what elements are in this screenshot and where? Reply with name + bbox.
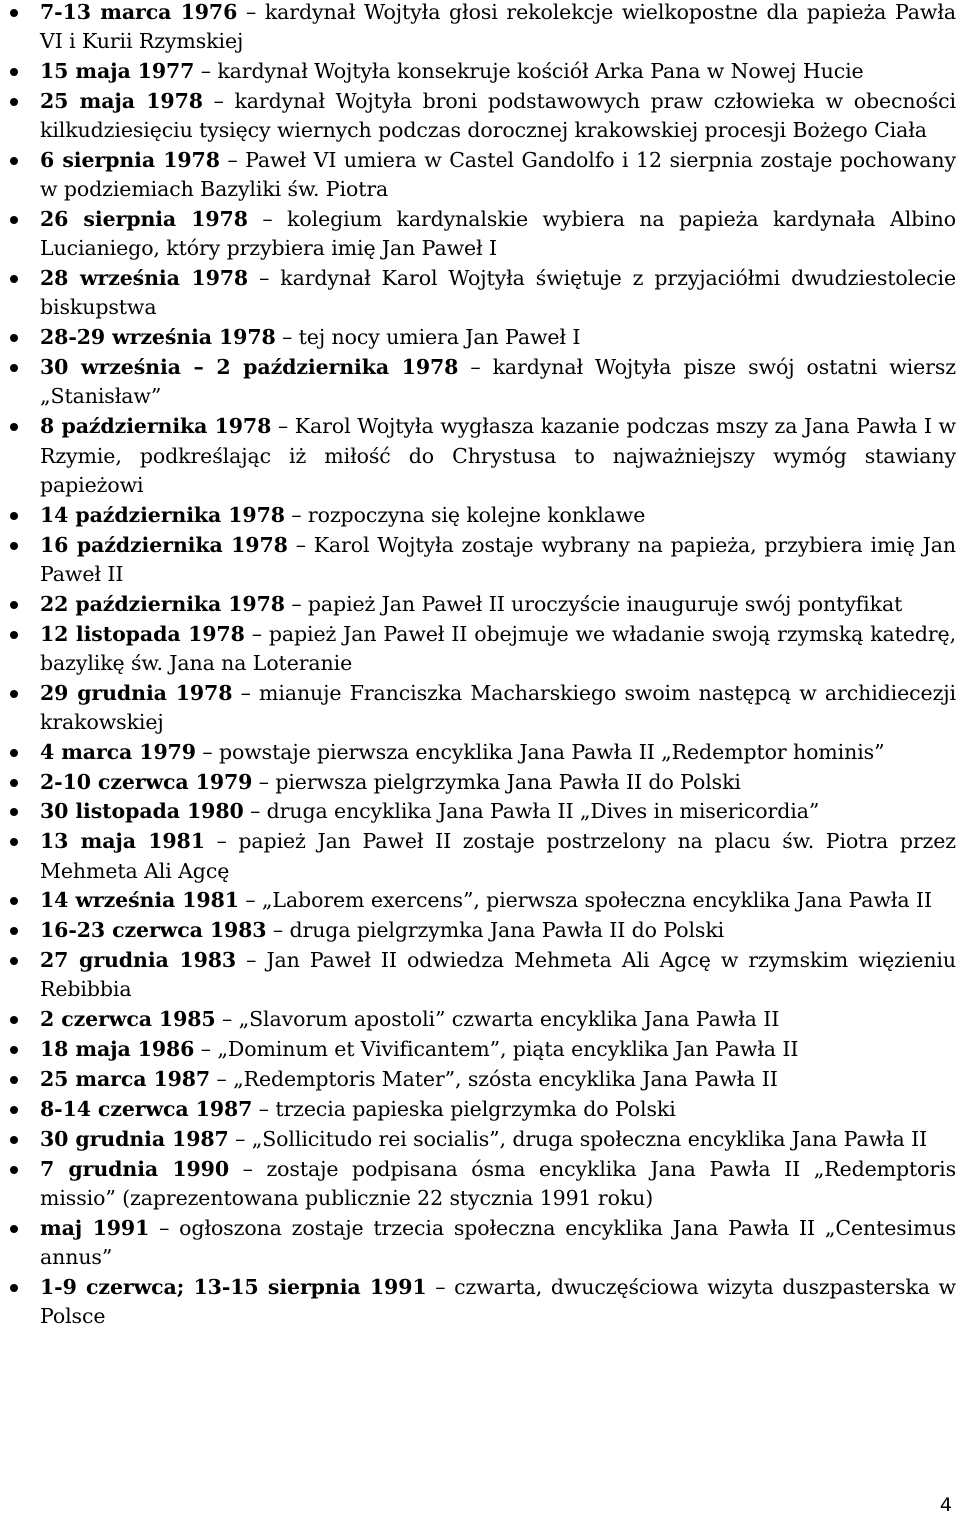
- list-item: [0, 1095, 960, 1124]
- bullet-icon: [10, 1225, 18, 1233]
- entry-date: 16 października 1978: [40, 532, 288, 557]
- entry-text: mianuje Franciszka Macharskiego swoim następcą w archidiecezji krakowskiej: [40, 680, 956, 734]
- entry-separator: –: [291, 591, 302, 616]
- entry-date: 25 marca 1987: [40, 1067, 211, 1092]
- list-item: [0, 353, 960, 411]
- entry-text: kardynał Wojtyła głosi rekolekcje wielkopostne dla papieża Pawła VI i Kurii Rzymskiej: [40, 0, 957, 54]
- list-item: [0, 1065, 960, 1094]
- bullet-icon: [10, 423, 18, 431]
- list-item: [0, 946, 960, 1004]
- bullet-icon: [10, 1016, 18, 1024]
- entry-separator: –: [291, 502, 302, 527]
- entry-text: papież Jan Paweł II zostaje postrzelony na placu św. Piotra przez Mehmeta Ali Agcę: [40, 829, 956, 883]
- entry-date: 16-23 czerwca 1983: [40, 918, 267, 943]
- entry-separator: –: [251, 621, 262, 646]
- entry-text: rozpoczyna się kolejne konklawe: [307, 502, 646, 527]
- entry-text: zostaje podpisana ósma encyklika Jana Pawła II „Redemptoris missio” (zaprezentowana publicznie 22 stycznia 1991 roku): [40, 1156, 957, 1210]
- bullet-icon: [10, 1076, 18, 1084]
- bullet-icon: [10, 98, 18, 106]
- bullet-icon: [10, 9, 18, 17]
- entry-text: Jan Paweł II odwiedza Mehmeta Ali Agcę w rzymskim więzieniu Rebibbia: [40, 948, 956, 1002]
- list-item: [0, 827, 960, 885]
- entry-text: papież Jan Paweł II uroczyście inauguruje swój pontyfikat: [307, 591, 903, 616]
- entry-date: 25 maja 1978: [40, 88, 203, 113]
- entry-separator: –: [272, 918, 284, 943]
- entry-date: 27 grudnia 1983: [40, 948, 237, 973]
- list-item: [0, 916, 960, 945]
- entry-separator: –: [282, 325, 293, 350]
- bullet-icon: [10, 779, 18, 787]
- entry-separator: –: [240, 680, 251, 705]
- list-item: [0, 1035, 960, 1064]
- entry-text: kolegium kardynalskie wybiera na papieża kardynała Albino Lucianiego, który przybiera imię Jan Paweł I: [40, 207, 956, 261]
- bullet-icon: [10, 749, 18, 757]
- bullet-icon: [10, 1106, 18, 1114]
- entry-text: kardynał Wojtyła pisze swój ostatni wiersz „Stanisław”: [40, 355, 956, 409]
- entry-separator: –: [227, 148, 238, 173]
- entry-date: 29 grudnia 1978: [40, 680, 233, 705]
- bullet-icon: [10, 927, 18, 935]
- entry-date: 12 listopada 1978: [40, 621, 245, 646]
- list-item: [0, 0, 960, 56]
- entry-text: trzecia papieska pielgrzymka do Polski: [275, 1097, 676, 1122]
- entry-separator: –: [246, 948, 257, 973]
- list-item: [0, 679, 960, 737]
- bullet-icon: [10, 601, 18, 609]
- entry-text: druga encyklika Jana Pawła II „Dives in misericordia”: [266, 799, 820, 824]
- bullet-icon: [10, 157, 18, 165]
- list-item: [0, 886, 960, 915]
- entry-text: „Sollicitudo rei socialis”, druga społeczna encyklika Jana Pawła II: [251, 1126, 928, 1151]
- list-item: [0, 205, 960, 263]
- entry-text: druga pielgrzymka Jana Pawła II do Polski: [289, 918, 725, 943]
- entry-separator: –: [259, 266, 270, 291]
- bullet-icon: [10, 216, 18, 224]
- entry-text: „Dominum et Vivificantem”, piąta encyklika Jan Pawła II: [217, 1037, 799, 1062]
- entry-date: 28 września 1978: [40, 266, 249, 291]
- entry-text: Karol Wojtyła zostaje wybrany na papieża, przybiera imię Jan Paweł II: [40, 532, 957, 586]
- entry-date: 7-13 marca 1976: [40, 0, 238, 24]
- bullet-icon: [10, 1284, 18, 1292]
- list-item: [0, 323, 960, 352]
- entry-date: 7 grudnia 1990: [40, 1156, 230, 1181]
- list-item: [0, 57, 960, 86]
- list-item: [0, 768, 960, 797]
- entry-text: kardynał Karol Wojtyła świętuje z przyjaciółmi dwudziestolecie biskupstwa: [40, 266, 957, 320]
- bullet-icon: [10, 1166, 18, 1174]
- bullet-icon: [10, 690, 18, 698]
- entry-separator: –: [242, 1156, 253, 1181]
- entry-text: „Slavorum apostoli” czwarta encyklika Jana Pawła II: [238, 1007, 780, 1032]
- list-item: [0, 620, 960, 678]
- entry-separator: –: [250, 799, 261, 824]
- bullet-icon: [10, 631, 18, 639]
- entry-date: 14 października 1978: [40, 502, 285, 527]
- entry-separator: –: [222, 1007, 233, 1032]
- bullet-icon: [10, 68, 18, 76]
- bullet-icon: [10, 1136, 18, 1144]
- entry-text: ogłoszona zostaje trzecia społeczna encyklika Jana Pawła II „Centesimus annus”: [40, 1215, 956, 1270]
- bullet-icon: [10, 275, 18, 283]
- entry-separator: –: [295, 532, 306, 557]
- entry-text: papież Jan Paweł II obejmuje we władanie swoją rzymską katedrę, bazylikę św. Jana na Loteranie: [40, 621, 957, 675]
- entry-separator: –: [245, 888, 256, 913]
- entry-separator: –: [202, 739, 213, 764]
- entry-date: 15 maja 1977: [40, 59, 195, 84]
- list-item: [0, 87, 960, 145]
- list-item: [0, 1125, 960, 1154]
- entry-text: Paweł VI umiera w Castel Gandolfo i 12 sierpnia zostaje pochowany w podziemiach Bazyliki św. Piotra: [40, 148, 956, 202]
- entry-separator: –: [200, 59, 211, 84]
- entry-date: 4 marca 1979: [40, 739, 196, 764]
- entry-text: powstaje pierwsza encyklika Jana Pawła II „Redemptor hominis”: [218, 739, 885, 764]
- entry-date: 2 czerwca 1985: [40, 1007, 216, 1032]
- list-item: [0, 146, 960, 204]
- entry-text: „Laborem exercens”, pierwsza społeczna encyklika Jana Pawła II: [261, 888, 932, 913]
- entry-separator: –: [277, 414, 289, 439]
- list-item: [0, 1214, 960, 1272]
- list-item: [0, 797, 960, 826]
- entry-text: kardynał Wojtyła konsekruje kościół Arka Pana w Nowej Hucie: [217, 59, 864, 84]
- entry-text: „Redemptoris Mater”, szósta encyklika Jana Pawła II: [233, 1067, 778, 1092]
- entry-separator: –: [245, 0, 257, 24]
- entry-date: 2-10 czerwca 1979: [40, 769, 253, 794]
- list-item: [0, 1005, 960, 1034]
- entry-date: 8-14 czerwca 1987: [40, 1097, 253, 1122]
- entry-date: 30 listopada 1980: [40, 799, 244, 824]
- entry-date: 30 września – 2 października 1978: [40, 355, 459, 380]
- entry-date: 14 września 1981: [40, 888, 239, 913]
- entry-text: kardynał Wojtyła broni podstawowych praw człowieka w obecności kilkudziesięciu tysięcy wiernych podczas dorocznej krakowskiej procesji Bożego Ciała: [40, 88, 956, 143]
- entry-separator: –: [258, 1097, 269, 1122]
- entry-date: 13 maja 1981: [40, 829, 205, 854]
- entry-date: 22 października 1978: [40, 591, 285, 616]
- entry-date: 18 maja 1986: [40, 1037, 195, 1062]
- entry-separator: –: [435, 1274, 446, 1299]
- list-item: [0, 738, 960, 767]
- bullet-icon: [10, 334, 18, 342]
- list-item: [0, 412, 960, 500]
- bullet-icon: [10, 542, 18, 550]
- bullet-icon: [10, 808, 18, 816]
- list-item: [0, 531, 960, 589]
- entry-separator: –: [213, 88, 224, 113]
- bullet-icon: [10, 897, 18, 905]
- bullet-icon: [10, 1046, 18, 1054]
- page-number: 4: [939, 1494, 952, 1516]
- bullet-icon: [10, 838, 18, 846]
- entry-date: 1-9 czerwca; 13-15 sierpnia 1991: [40, 1274, 427, 1299]
- entry-separator: –: [216, 1067, 227, 1092]
- entry-date: 30 grudnia 1987: [40, 1126, 229, 1151]
- list-item: [0, 590, 960, 619]
- entry-text: tej nocy umiera Jan Paweł I: [298, 325, 581, 350]
- entry-date: 26 sierpnia 1978: [40, 207, 248, 232]
- list-item: [0, 501, 960, 530]
- list-item: [0, 1155, 960, 1213]
- entry-date: 28-29 września 1978: [40, 325, 276, 350]
- entry-separator: –: [258, 769, 269, 794]
- bullet-icon: [10, 957, 18, 965]
- entry-separator: –: [159, 1215, 170, 1240]
- list-item: [0, 264, 960, 322]
- entry-text: Karol Wojtyła wygłasza kazanie podczas mszy za Jana Pawła I w Rzymie, podkreślając iż miłość do Chrystusa to najważniejszy wymóg stawiany papieżowi: [40, 414, 956, 497]
- entry-text: czwarta, dwuczęściowa wizyta duszpasterska w Polsce: [40, 1274, 957, 1329]
- entry-separator: –: [470, 355, 481, 380]
- entry-date: maj 1991: [40, 1215, 150, 1240]
- bullet-icon: [10, 364, 18, 372]
- entry-separator: –: [235, 1126, 246, 1151]
- entry-separator: –: [200, 1037, 211, 1062]
- entry-date: 6 sierpnia 1978: [40, 148, 220, 173]
- entry-date: 8 października 1978: [40, 414, 272, 439]
- entry-text: pierwsza pielgrzymka Jana Pawła II do Polski: [275, 769, 741, 794]
- bullet-icon: [10, 512, 18, 520]
- entry-separator: –: [262, 207, 273, 232]
- entry-separator: –: [216, 829, 227, 854]
- list-item: [0, 1273, 960, 1331]
